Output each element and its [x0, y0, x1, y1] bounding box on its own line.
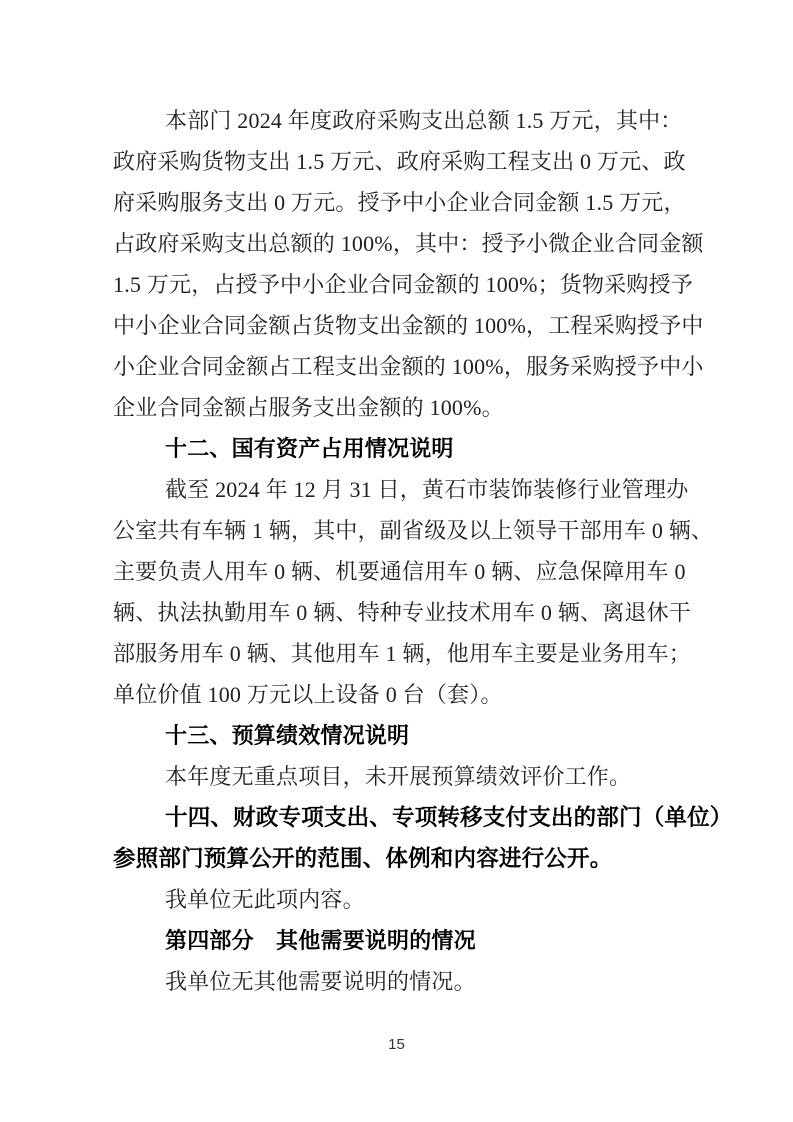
paragraph-line: 单位价值 100 万元以上设备 0 台（套）。 [113, 682, 503, 707]
paragraph-line: 部服务用车 0 辆、其他用车 1 辆，他用车主要是业务用车； [113, 641, 692, 666]
paragraph-line: 府采购服务支出 0 万元。授予中小企业合同金额 1.5 万元， [113, 190, 686, 215]
section-heading-part4: 第四部分 其他需要说明的情况 [165, 928, 476, 953]
section-heading-14-continued: 参照部门预算公开的范围、体例和内容进行公开。 [113, 846, 613, 871]
paragraph-line: 截至 2024 年 12 月 31 日，黄石市装饰装修行业管理办 [165, 477, 689, 502]
section-heading-14: 十四、财政专项支出、专项转移支付支出的部门（单位） [165, 805, 733, 830]
paragraph-line: 小企业合同金额占工程支出金额的 100%，服务采购授予中小 [113, 354, 704, 379]
paragraph-line: 1.5 万元，占授予中小企业合同金额的 100%；货物采购授予 [113, 272, 694, 297]
document-body [113, 100, 733, 1002]
paragraph-line: 政府采购货物支出 1.5 万元、政府采购工程支出 0 万元、政 [113, 149, 686, 174]
paragraph-line: 本部门 2024 年度政府采购支出总额 1.5 万元，其中： [165, 108, 683, 133]
paragraph-line: 公室共有车辆 1 辆，其中，副省级及以上领导干部用车 0 辆、 [113, 518, 714, 543]
paragraph-line: 我单位无此项内容。 [165, 887, 365, 912]
paragraph-line: 企业合同金额占服务支出金额的 100%。 [113, 395, 504, 420]
paragraph-line: 我单位无其他需要说明的情况。 [165, 969, 476, 994]
paragraph-line: 本年度无重点项目，未开展预算绩效评价工作。 [165, 764, 632, 789]
paragraph-line: 主要负责人用车 0 辆、机要通信用车 0 辆、应急保障用车 0 [113, 559, 686, 584]
section-heading-12: 十二、国有资产占用情况说明 [165, 436, 454, 461]
paragraph-line: 辆、执法执勤用车 0 辆、特种专业技术用车 0 辆、离退休干 [113, 600, 692, 625]
section-heading-13: 十三、预算绩效情况说明 [165, 723, 410, 748]
paragraph-line: 中小企业合同金额占货物支出金额的 100%，工程采购授予中 [113, 313, 704, 338]
paragraph-line: 占政府采购支出总额的 100%，其中：授予小微企业合同金额 [113, 231, 704, 256]
page-number: 15 [388, 1036, 405, 1053]
